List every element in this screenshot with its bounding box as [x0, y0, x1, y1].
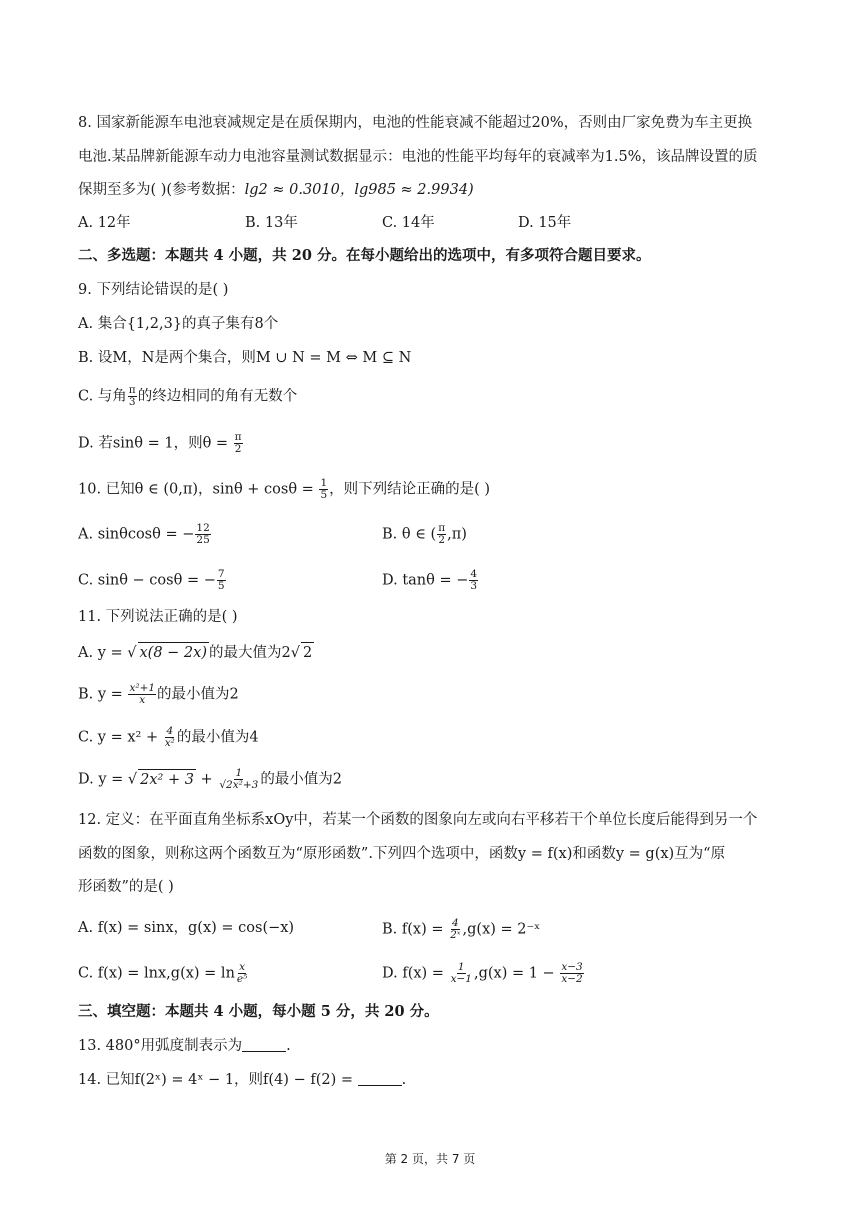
q9-c-suffix: 的终边相同的角有无数个: [137, 388, 298, 405]
q11-c-prefix: C. y = x² +: [78, 729, 163, 746]
q10-b-suffix: ,π): [447, 526, 467, 543]
q10-stem-denominator: 5: [320, 489, 328, 501]
q12-c-denominator: e⁵: [236, 973, 248, 985]
q11-a-radicand-2: 2: [301, 642, 314, 663]
q9-c-fraction: [128, 385, 137, 408]
q10-c-fraction: [217, 569, 226, 592]
q11-option-b: [78, 683, 239, 706]
q12-d-numerator-1: 1: [457, 961, 465, 973]
q9-option-b: B. 设M，N是两个集合，则M ∪ N = M ⇔ M ⊆ N: [78, 350, 412, 366]
q14-answer-blank[interactable]: [358, 1071, 402, 1086]
q12-b-suffix: ,g(x) = 2⁻ˣ: [462, 921, 541, 938]
q10-b-prefix: B. θ ∈ (: [382, 526, 437, 543]
q12-d-fraction-1: [450, 962, 473, 985]
q12-d-fraction-2: [560, 962, 583, 985]
q9-d-denominator: 2: [234, 443, 242, 455]
q12-option-a: A. f(x) = sinx，g(x) = cos(−x): [78, 920, 295, 936]
q10-d-fraction: [469, 569, 478, 592]
q12-d-prefix: D. f(x) =: [382, 965, 449, 982]
q12-option-b: [382, 918, 540, 941]
q10-a-fraction: [195, 523, 210, 546]
q12-d-denominator-1: x−1: [450, 973, 472, 985]
q8-line-1: 8. 国家新能源车电池衰减规定是在质保期内，电池的性能衰减不能超过20%，否则由厂家免费为车主更换: [78, 115, 753, 131]
q11-option-c: [78, 726, 259, 749]
q11-d-radicand: 2x² + 3: [138, 769, 196, 790]
q11-d-fraction: [218, 768, 259, 791]
q10-option-d: [382, 569, 479, 592]
q11-b-prefix: B. y =: [78, 686, 128, 703]
q10-option-b: [382, 523, 467, 546]
q10-d-prefix: D. tanθ = −: [382, 572, 469, 589]
q11-a-radicand: x(8 − 2x): [138, 642, 210, 663]
q10-b-denominator: 2: [438, 534, 446, 546]
q11-b-numerator: x²+1: [129, 682, 156, 694]
q12-d-denominator-2: x−2: [561, 973, 583, 985]
q12-b-prefix: B. f(x) =: [382, 921, 449, 938]
q11-d-numerator: 1: [235, 767, 243, 779]
q11-d-suffix: 的最小值为2: [260, 771, 343, 788]
q11-b-suffix: 的最小值为2: [157, 686, 239, 703]
q8-reference-data: lg2 ≈ 0.3010，lg985 ≈ 2.9934): [244, 182, 474, 198]
q9-option-d: [78, 432, 244, 455]
q13: [78, 1036, 291, 1056]
q12-line-2: 函数的图象，则称这两个函数互为“原形函数”.下列四个选项中，函数y = f(x)和函数y = g(x)互为“原: [78, 846, 726, 862]
q10-d-numerator: 4: [470, 568, 478, 580]
q9-stem: 9. 下列结论错误的是( ): [78, 282, 229, 298]
q12-option-c: [78, 962, 249, 985]
q9-d-fraction: [234, 432, 243, 455]
q13-text: 13. 480°用弧度制表示为: [78, 1038, 243, 1054]
q11-d-denominator: √2x²+3: [219, 779, 259, 791]
q8-line-3: [78, 180, 474, 200]
q10-a-numerator: 12: [196, 522, 210, 534]
q12-c-numerator: x: [239, 961, 246, 973]
q9-option-a: A. 集合{1,2,3}的真子集有8个: [78, 316, 279, 332]
q10-stem-prefix: 10. 已知θ ∈ (0,π)，sinθ + cosθ =: [78, 481, 319, 498]
q9-c-numerator: π: [128, 384, 136, 396]
q14-text: 14. 已知f(2ˣ) = 4ˣ − 1，则f(4) − f(2) =: [78, 1072, 358, 1088]
q11-stem: 11. 下列说法正确的是( ): [78, 609, 238, 625]
q10-a-denominator: 25: [196, 534, 210, 546]
q10-a-prefix: A. sinθcosθ = −: [78, 526, 195, 543]
section-heading-fill-in: 三、填空题：本题共 4 小题，每小题 5 分，共 20 分。: [78, 1003, 439, 1020]
q9-d-numerator: π: [234, 431, 242, 443]
q8-option-a: A. 12年: [78, 215, 131, 231]
q11-c-denominator: x²: [164, 737, 175, 749]
q10-stem-suffix: ，则下列结论正确的是( ): [329, 481, 491, 498]
q13-answer-blank[interactable]: [242, 1037, 286, 1052]
q11-b-denominator: x: [139, 694, 146, 706]
q14: [78, 1070, 406, 1090]
q11-c-fraction: [164, 726, 176, 749]
q10-option-a: [78, 523, 212, 546]
q11-option-a: A. y = √ x(8 − 2x) 的最大值为2√ 2: [78, 642, 314, 663]
q12-option-d: [382, 962, 585, 985]
q8-option-b: B. 13年: [245, 215, 298, 231]
q12-c-fraction: [236, 962, 248, 985]
q10-d-denominator: 3: [470, 580, 478, 592]
q9-c-prefix: C. 与角: [78, 388, 127, 405]
q12-c-prefix: C. f(x) = lnx,g(x) = ln: [78, 965, 235, 982]
q11-b-fraction: [128, 683, 156, 706]
q12-d-numerator-2: x−3: [561, 961, 583, 973]
q10-option-c: [78, 569, 227, 592]
q10-c-prefix: C. sinθ − cosθ = −: [78, 572, 216, 589]
q11-option-d: D. y = √ 2x² + 3 + $\frac{1}{\text{√2x²+3}}$ 的最小值为2: [78, 767, 343, 791]
q9-c-denominator: 3: [128, 396, 136, 408]
q10-c-numerator: 7: [217, 568, 225, 580]
q10-b-fraction: [437, 523, 446, 546]
q10-stem-numerator: 1: [320, 477, 328, 489]
page-footer: 第 2 页，共 7 页: [384, 1152, 476, 1166]
q11-c-suffix: 的最小值为4: [176, 729, 259, 746]
q10-stem: [78, 478, 490, 501]
q11-a-prefix: A. y =: [78, 645, 128, 661]
q11-d-plus: +: [195, 771, 218, 788]
q12-b-numerator: 4: [451, 917, 459, 929]
q12-line-3: 形函数”的是( ): [78, 879, 174, 895]
q10-stem-fraction: [319, 478, 328, 501]
q8-option-c: C. 14年: [382, 215, 435, 231]
q8-line-3-text: 保期至多为( )(参考数据：: [78, 182, 245, 198]
q13-period: .: [286, 1038, 291, 1054]
q11-d-prefix: D. y =: [78, 771, 128, 788]
q12-b-denominator: 2ˣ: [450, 929, 461, 941]
q12-b-fraction: [449, 918, 461, 941]
q9-option-c: [78, 385, 297, 408]
q10-c-denominator: 5: [217, 580, 225, 592]
q9-d-prefix: D. 若sinθ = 1，则θ =: [78, 435, 233, 452]
q12-d-mid: ,g(x) = 1 −: [473, 965, 560, 982]
q11-a-suffix: 的最大值为2: [209, 645, 291, 661]
q12-line-1: 12. 定义：在平面直角坐标系xOy中，若某一个函数的图象向左或向右平移若干个单位长度后能得到另一个: [78, 812, 758, 828]
q8-line-2: 电池.某品牌新能源车动力电池容量测试数据显示：电池的性能平均每年的衰减率为1.5%，该品牌设置的质: [78, 149, 758, 165]
q8-option-d: D. 15年: [518, 215, 572, 231]
section-heading-multiple-choice: 二、多选题：本题共 4 小题，共 20 分。在每小题给出的选项中，有多项符合题目要求。: [78, 247, 651, 264]
q11-c-numerator: 4: [166, 725, 174, 737]
q10-b-numerator: π: [438, 522, 446, 534]
q14-period: .: [401, 1072, 407, 1088]
